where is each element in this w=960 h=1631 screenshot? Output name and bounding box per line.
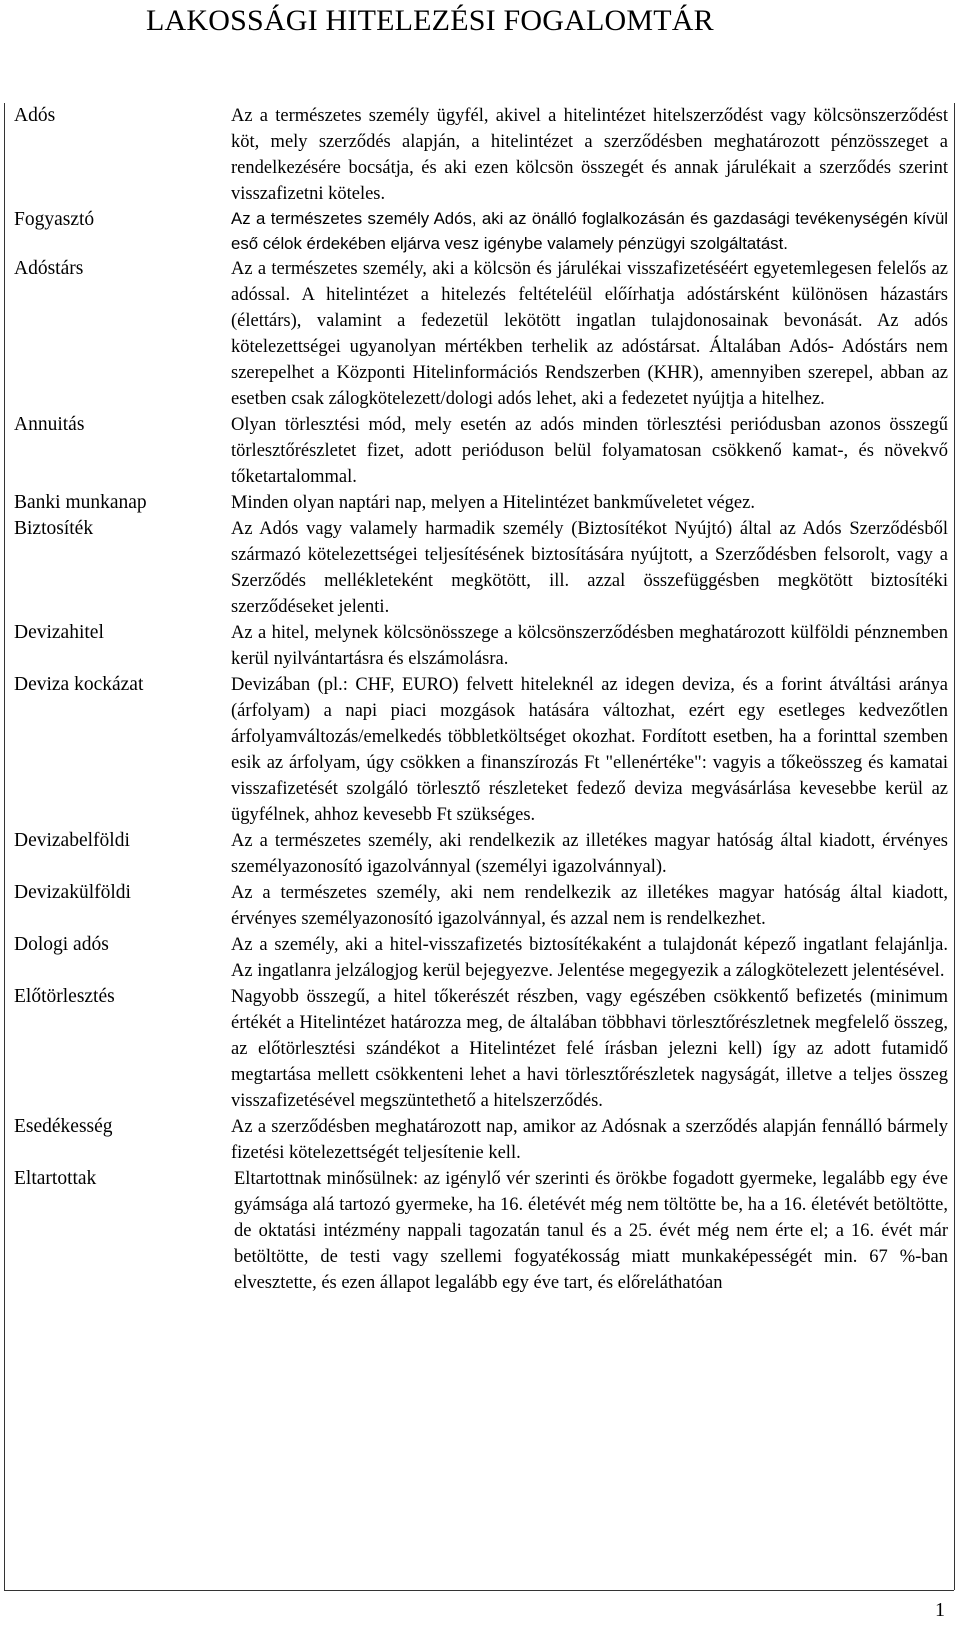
glossary-definition: Az Adós vagy valamely harmadik személy (Biztosítékot Nyújtó) által az Adós Szerződésből származó kötelezettségei teljesítésének biztosítására nyújtott, a Szerződésben felsorolt, vagy a Szerződés mellékleteként megkötött, ill. azzal összefüggésben megkötött biztosítéki szerződéseket jelenti. [231,519,948,617]
glossary-definition: Minden olyan naptári nap, melyen a Hitelintézet bankműveletet végez. [231,493,755,513]
glossary-row [4,207,954,256]
glossary-definition: Az a természetes személy, aki a kölcsön és járulékai visszafizetéséért egyetemlegesen felelős az adóssal. A hitelintézet a hitelezés feltételéül előírhatja adóstársként különösen házastárs (élettárs), valamint a fedezetül lekötött ingatlan tulajdonosainak bevonását. Az adós kötelezettségei ugyanolyan mértékben terhelik az adóstársat. Általában Adós- Adóstárs nem szerepelhet a Központi Hitelinformációs Rendszerben (KHR), amennyiben szerepel, abban az esetben csak zálogkötelezett/dologi adós lehet, aki a fedezetet nyújtja a hitelhez. [231,259,948,409]
table-bottom-border [4,1590,954,1591]
glossary-definition: Az a természetes személy, aki nem rendelkezik az illetékes magyar hatóság által kiadott, érvényes személyazonosító igazolvánnyal, és azzal nem is rendelkezhet. [231,883,948,929]
glossary-term: Devizabelföldi [14,830,130,851]
glossary-row [4,828,954,880]
glossary-term: Devizakülföldi [14,882,131,903]
glossary-definition: Az a személy, aki a hitel-visszafizetés biztosítékaként a tulajdonát képező ingatlant felajánlja. Az ingatlanra jelzálogjog kerül bejegyezve. Jelentése megegyezik a zálogkötelezett jelentésével. [231,935,948,981]
glossary-term: Deviza kockázat [14,674,144,695]
glossary-row [4,412,954,490]
glossary-term: Annuitás [14,414,85,435]
glossary-definition: Nagyobb összegű, a hitel tőkerészét részben, vagy egészében csökkentő befizetés (minimum értékét a Hitelintézet határozza meg, de általában többhavi törlesztőrészletnek megfelelő összeg, az előtörlesztési szándékot a Hitelintézet felé írásban jelezni kell) így az adott futamidő megtartása mellett csökkenteni lehet a havi törlesztőrészletek nagyságát, illetve a teljes összeg visszafizetésével megszüntethető a hitelszerződés. [231,987,948,1111]
glossary-definition: Az a szerződésben meghatározott nap, amikor az Adósnak a szerződés alapján fennálló bármely fizetési kötelezettségét teljesítenie kell. [231,1117,948,1163]
glossary-definition: Az a természetes személy Adós, aki az önálló foglalkozásán és gazdasági tevékenységén kívül eső célok érdekében eljárva vesz igénybe valamely pénzügyi szolgáltatást. [231,209,948,253]
glossary-term: Adós [14,105,56,126]
glossary-definition: Olyan törlesztési mód, mely esetén az adós minden törlesztési periódusban azonos összegű törlesztőrészletet fizet, adott perióduson belül folyamatosan csökkenő kamat-, és növekvő tőketartalommal. [231,415,948,487]
glossary-row [4,516,954,620]
glossary-term: Devizahitel [14,622,104,643]
glossary-term: Dologi adós [14,934,109,955]
glossary-row [4,880,954,932]
glossary-term: Adóstárs [14,258,84,279]
glossary-row [4,932,954,984]
glossary-row [4,256,954,412]
glossary-term: Esedékesség [14,1116,113,1137]
glossary-table [4,103,954,1296]
glossary-term: Előtörlesztés [14,986,115,1007]
table-right-border [954,103,955,1590]
glossary-row [4,103,954,207]
glossary-definition: Devizában (pl.: CHF, EURO) felvett hiteleknél az idegen deviza, és a forint átváltási aránya (árfolyam) a napi piaci mozgások hatására változhat, ezért egy esetleges kedvezőtlen árfolyamváltozás/emelkedés többletköltséget okozhat. Fordított esetben, ha a forinttal szemben esik az árfolyam, úgy csökken a finanszírozás Ft "ellenértéke": vagyis a tőkeösszeg és kamatai visszafizetését szolgáló törlesztő részleteket fedező deviza megvásárlása kevesebbe kerül az ügyfélnek, ahhoz kevesebb Ft szükséges. [231,675,948,825]
glossary-definition: Eltartottnak minősülnek: az igénylő vér szerinti és örökbe fogadott gyermeke, legalább egy éve gyámsága alá tartozó gyermeke, ha 16. életévét még nem töltötte be, ha a 16. életévét betöltötte, de oktatási intézmény nappali tagozatán tanul és a 25. évét még nem érte el; a 16. évét már betöltötte, de testi vagy szellemi fogyatékosság miatt munkaképességét min. 67 %-ban elvesztette, és ezen állapot legalább egy éve tart, és előreláthatóan [234,1169,948,1293]
glossary-row [4,1166,954,1296]
glossary-row [4,1114,954,1166]
glossary-row [4,672,954,828]
glossary-term: Eltartottak [14,1168,97,1189]
page-number: 1 [935,1599,945,1621]
glossary-row [4,984,954,1114]
glossary-definition: Az a hitel, melynek kölcsönösszege a kölcsönszerződésben meghatározott külföldi pénznemben kerül nyilvántartásra és elszámolásra. [231,623,948,669]
glossary-row [4,490,954,516]
page-title: LAKOSSÁGI HITELEZÉSI FOGALOMTÁR [146,4,714,37]
glossary-row [4,620,954,672]
glossary-term: Banki munkanap [14,492,147,513]
glossary-definition: Az a természetes személy, aki rendelkezik az illetékes magyar hatóság által kiadott, érvényes személyazonosító igazolvánnyal (személyi igazolvánnyal). [231,831,948,877]
glossary-definition: Az a természetes személy ügyfél, akivel a hitelintézet hitelszerződést vagy kölcsönszerződést köt, mely szerződés alapján, a hitelintézet a szerződésben meghatározott pénzösszeget a rendelkezésére bocsátja, és aki ezen kölcsön összegét és annak járulékait a szerződés szerint visszafizetni köteles. [231,106,948,204]
glossary-term: Fogyasztó [14,209,95,230]
glossary-term: Biztosíték [14,518,94,539]
